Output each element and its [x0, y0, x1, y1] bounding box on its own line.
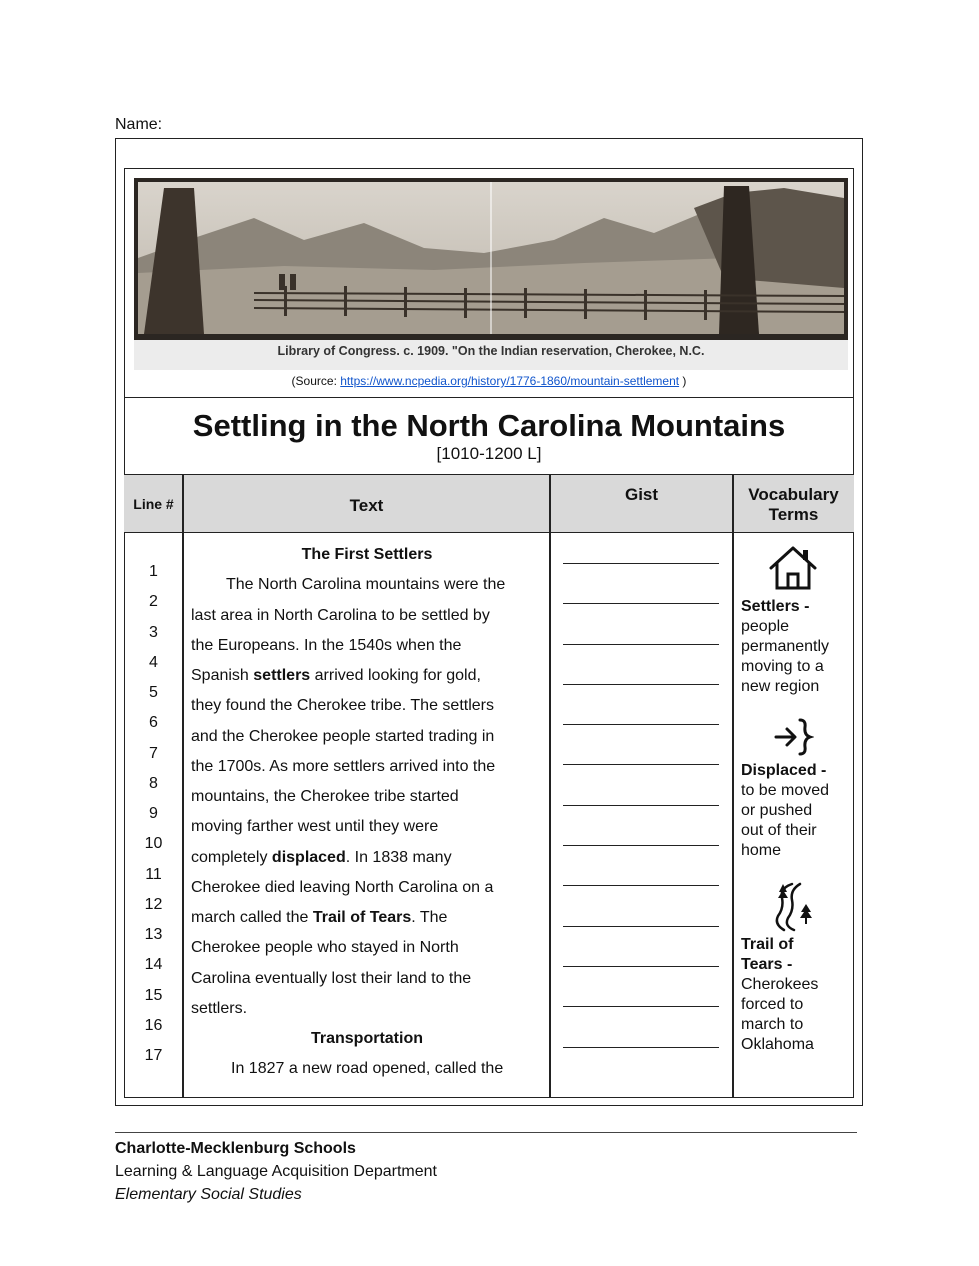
vocab-def: march to [741, 1016, 804, 1033]
text-line: The North Carolina mountains were the [226, 576, 506, 594]
text-line: settlers. [191, 999, 248, 1017]
line-numbers [124, 560, 183, 1074]
gist-blank[interactable] [563, 927, 719, 967]
vocab-def: or pushed [741, 802, 813, 819]
section-heading-first-settlers: The First Settlers [301, 546, 433, 563]
vocab-def: to be moved [741, 782, 830, 799]
line-number: 4 [149, 653, 158, 671]
footer-subject: Elementary Social Studies [115, 1186, 302, 1203]
page-title: Settling in the North Carolina Mountains [192, 408, 786, 443]
gist-blank[interactable] [563, 886, 719, 926]
footer-dept: Learning & Language Acquisition Department [115, 1163, 437, 1180]
vocab-def: permanently [741, 638, 830, 655]
vocab-highlight-displaced: displaced [271, 848, 346, 866]
line-number: 3 [149, 623, 158, 641]
text-line: march called the Trail of Tears. The [191, 909, 448, 926]
gist-blank[interactable] [563, 765, 719, 805]
divider-gist-vocab [732, 474, 734, 1097]
text-line: they found the Cherokee tribe. The settlers [191, 697, 494, 715]
text-line: moving farther west until they were [191, 818, 439, 836]
gist-blank[interactable] [563, 806, 719, 846]
vocab-def: new region [741, 678, 820, 695]
line-number: 16 [144, 1016, 163, 1034]
trail-trees-icon [770, 880, 816, 934]
gist-blank[interactable] [563, 645, 719, 685]
header-gist [550, 474, 733, 533]
lexile-level: [1010-1200 L] [436, 444, 542, 463]
header-text-label: Text [349, 496, 384, 515]
header-vocab-line2: Terms [768, 505, 819, 524]
gist-blank[interactable] [563, 725, 719, 765]
line-number: 12 [144, 895, 163, 913]
header-gist-label: Gist [624, 485, 659, 504]
vocab-displaced [741, 761, 849, 861]
vocab-def: Oklahoma [741, 1036, 814, 1053]
footer-org: Charlotte-Mecklenburg Schools [115, 1140, 356, 1157]
text-line: Carolina eventually lost their land to the [191, 969, 472, 987]
gist-blank[interactable] [563, 685, 719, 725]
gist-blank[interactable] [563, 1007, 719, 1047]
title-row [124, 397, 854, 474]
vocab-term: Trail of [741, 936, 794, 953]
line-number: 8 [149, 774, 158, 792]
panorama-photo [134, 178, 848, 340]
text-line: the 1700s. As more settlers arrived into the [191, 757, 496, 775]
line-number: 14 [144, 956, 163, 974]
line-number: 11 [145, 865, 162, 883]
line-number: 7 [149, 744, 158, 762]
header-line-label: Line # [133, 496, 174, 512]
source-line [124, 374, 854, 388]
vocab-term: Tears - [741, 956, 793, 973]
source-link[interactable]: https://www.ncpedia.org/history/1776-1860/mountain-settlement [340, 374, 680, 388]
photo-caption: Library of Congress. c. 1909. "On the Indian reservation, Cherokee, N.C. [277, 344, 705, 358]
line-number: 15 [144, 986, 163, 1004]
gist-blank[interactable] [563, 967, 719, 1007]
section-heading-transportation: Transportation [310, 1030, 423, 1047]
vocab-def: moving to a [741, 658, 824, 675]
vocab-term: Settlers - [741, 598, 810, 615]
vocab-def: forced to [741, 996, 804, 1013]
line-number: 9 [149, 805, 158, 822]
vocab-trail-of-tears [741, 935, 849, 1055]
vocab-highlight-trail-of-tears: Trail of Tears [312, 909, 412, 926]
text-line: and the Cherokee people started trading in [191, 727, 495, 745]
text-line: In 1827 a new road opened, called the [231, 1060, 504, 1078]
gist-blank[interactable] [563, 604, 719, 644]
line-number: 2 [149, 593, 158, 611]
vocab-highlight-settlers: settlers [253, 667, 311, 684]
vocab-def: out of their [741, 822, 817, 839]
reading-text [191, 540, 543, 1085]
header-vocabulary [733, 474, 854, 533]
header-vocab-line1: Vocabulary [748, 485, 839, 504]
text-line: the Europeans. In the 1540s when the [191, 636, 462, 654]
text-line: mountains, the Cherokee tribe started [191, 788, 459, 805]
line-number: 5 [149, 684, 158, 701]
text-line: Cherokee people who stayed in North [191, 939, 459, 957]
arrow-bracket-icon [772, 716, 814, 758]
footer-rule [115, 1132, 857, 1133]
photo-area [134, 178, 848, 370]
text-line: Spanish settlers arrived looking for gold, [191, 667, 481, 684]
vocab-term: Displaced - [741, 762, 827, 779]
gist-blank[interactable] [563, 846, 719, 886]
line-number: 10 [144, 835, 163, 853]
line-number: 6 [149, 714, 158, 732]
name-label: Name: [115, 116, 163, 133]
header-line-number [124, 474, 183, 533]
vocab-def: home [741, 842, 782, 859]
text-line: Cherokee died leaving North Carolina on a [191, 878, 494, 896]
line-number: 17 [144, 1047, 163, 1064]
text-line: last area in North Carolina to be settled by [191, 606, 490, 624]
house-icon [767, 544, 819, 592]
gist-lines [563, 560, 719, 1048]
divider-text-gist [549, 474, 551, 1097]
vocab-settlers [741, 597, 849, 697]
header-text [183, 474, 550, 533]
vocab-def: Cherokees [741, 976, 819, 993]
source-prefix: (Source: [291, 374, 341, 388]
source-suffix: ) [679, 374, 687, 388]
line-number: 13 [144, 926, 163, 943]
line-number: 1 [149, 563, 158, 580]
vocab-def: people [741, 618, 790, 635]
gist-blank[interactable] [563, 564, 719, 604]
text-line: completely displaced. In 1838 many [191, 848, 452, 866]
